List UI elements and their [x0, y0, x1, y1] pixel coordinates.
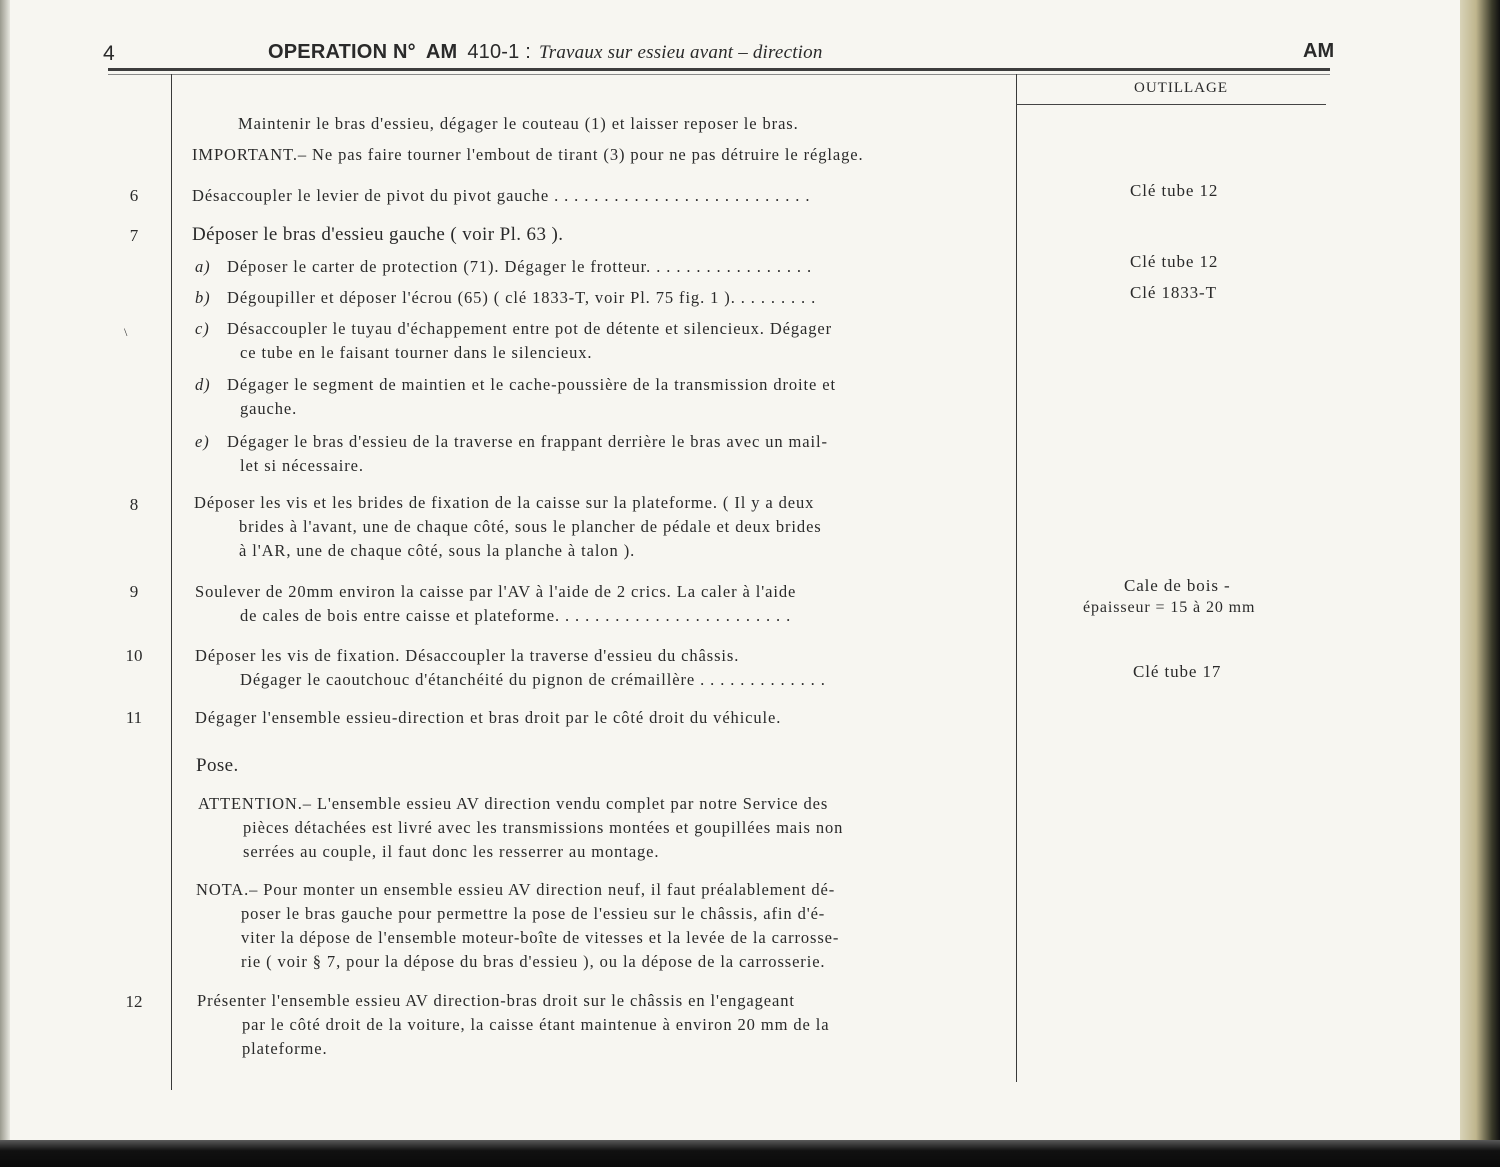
step-number: 10 [125, 646, 143, 665]
pose-heading: Pose. [196, 755, 239, 776]
attention-line-2: pièces détachées est livré avec les transmissions montées et goupillées mais non [243, 818, 844, 837]
sub-text-cont: ce tube en le faisant tourner dans le silencieux. [240, 343, 593, 362]
sub-text: Dégoupiller et déposer l'écrou (65) ( clé 1833-T, voir Pl. 75 fig. 1 ). . . . . . . . . [227, 288, 817, 307]
sub-text-cont: gauche. [240, 399, 298, 418]
step-8-line-3: à l'AR, une de chaque côté, sous la planche à talon ). [239, 541, 636, 560]
step-9-text [195, 580, 796, 628]
step-7d [195, 373, 836, 421]
step-12-text [197, 989, 829, 1061]
sub-label: b) [195, 288, 211, 307]
operation-number: 410-1 : [467, 41, 531, 63]
page-header [0, 38, 1460, 68]
page-gutter-shadow [0, 0, 10, 1140]
step-number: 6 [129, 186, 139, 205]
step-7a [195, 255, 812, 279]
margin-mark: \ [124, 325, 128, 339]
step-10-line-1: Déposer les vis de fixation. Désaccoupler la traverse d'essieu du châssis. [195, 646, 740, 665]
nota-line-1: NOTA.– Pour monter un ensemble essieu AV direction neuf, il faut préalablement dé- [196, 880, 836, 899]
sub-text: Déposer le carter de protection (71). Dégager le frotteur. . . . . . . . . . . . . . . . . [227, 257, 812, 276]
tools-heading: OUTILLAGE [1134, 80, 1228, 96]
step-12-line-2: par le côté droit de la voiture, la caisse étant maintenue à environ 20 mm de la [242, 1015, 830, 1034]
page-edge-right [1460, 0, 1500, 1167]
step-8-text [194, 491, 822, 563]
sub-text: Dégager le segment de maintien et le cache-poussière de la transmission droite et [227, 375, 836, 394]
step-10-line-2: Dégager le caoutchouc d'étanchéité du pignon de crémaillère . . . . . . . . . . . . . [240, 670, 826, 689]
step-11-text: Dégager l'ensemble essieu-direction et bras droit par le côté droit du véhicule. [195, 708, 782, 727]
intro-line-1: Maintenir le bras d'essieu, dégager le couteau (1) et laisser reposer le bras. [238, 114, 799, 133]
attention-note [198, 792, 843, 864]
step-number: 8 [129, 495, 139, 514]
nota-line-3: viter la dépose de l'ensemble moteur-boîte de vitesses et la levée de la carrosse- [241, 928, 840, 947]
step-7c [195, 317, 832, 365]
operation-label: OPERATION N° [268, 41, 416, 63]
nota-line-2: poser le bras gauche pour permettre la pose de l'essieu sur le châssis, afin d'é- [241, 904, 826, 923]
sub-text-cont: let si nécessaire. [240, 456, 364, 475]
sub-text: Désaccoupler le tuyau d'échappement entre pot de détente et silencieux. Dégager [227, 319, 833, 338]
header-rule-thin [108, 74, 1330, 75]
header-rule [108, 68, 1330, 71]
step-7-text: Déposer le bras d'essieu gauche ( voir Pl. 63 ). [192, 224, 564, 245]
step-10-tool: Clé tube 17 [1133, 662, 1222, 681]
intro-line-2: IMPORTANT.– Ne pas faire tourner l'embout de tirant (3) pour ne pas détruire le réglage. [192, 145, 864, 164]
attention-line-3: serrées au couple, il faut donc les resserrer au montage. [243, 842, 660, 861]
step-12-line-1: Présenter l'ensemble essieu AV direction-bras droit sur le châssis en l'engageant [197, 991, 795, 1010]
tools-column-rule [1016, 74, 1017, 1082]
attention-line-1: ATTENTION.– L'ensemble essieu AV direction vendu complet par notre Service des [198, 794, 829, 813]
step-10-text [195, 644, 826, 692]
sub-label: a) [195, 257, 211, 276]
page-bottom-edge [0, 1140, 1500, 1167]
step-6-text: Désaccoupler le levier de pivot du pivot gauche . . . . . . . . . . . . . . . . . . . . . . . . . . [192, 186, 811, 205]
step-8-line-2: brides à l'avant, une de chaque côté, sous le plancher de pédale et deux brides [239, 517, 822, 536]
step-9-tool-line-1: Cale de bois - [1124, 576, 1231, 595]
step-number: 11 [125, 708, 143, 727]
page-number: 4 [103, 42, 115, 65]
step-6-tool: Clé tube 12 [1130, 181, 1219, 200]
operation-subtitle: Travaux sur essieu avant – direction [539, 42, 823, 63]
sub-label: c) [195, 319, 210, 338]
step-number: 9 [129, 582, 139, 601]
sub-text: Dégager le bras d'essieu de la traverse en frappant derrière le bras avec un mail- [227, 432, 828, 451]
left-column-rule [171, 74, 172, 1090]
step-8-line-1: Déposer les vis et les brides de fixation de la caisse sur la plateforme. ( Il y a deux [194, 493, 815, 512]
step-number: 12 [125, 992, 143, 1011]
step-9-tool-line-2: épaisseur = 15 à 20 mm [1083, 599, 1256, 616]
step-number: 7 [129, 226, 139, 245]
step-7b [195, 286, 816, 310]
step-9-line-1: Soulever de 20mm environ la caisse par l'AV à l'aide de 2 crics. La caler à l'aide [195, 582, 797, 601]
nota-note [196, 878, 839, 974]
step-7e [195, 430, 828, 478]
step-9-line-2: de cales de bois entre caisse et plateforme. . . . . . . . . . . . . . . . . . . . . . . . [240, 606, 792, 625]
step-12-line-3: plateforme. [242, 1039, 328, 1058]
nota-line-4: rie ( voir § 7, pour la dépose du bras d'essieu ), ou la dépose de la carrosserie. [241, 952, 826, 971]
operation-title [268, 41, 823, 64]
step-7b-tool: Clé 1833-T [1130, 283, 1217, 302]
header-right-label: AM [1303, 40, 1335, 62]
tools-heading-rule [1016, 104, 1326, 105]
operation-prefix: AM [425, 41, 458, 63]
sub-label: e) [195, 432, 210, 451]
step-7a-tool: Clé tube 12 [1130, 252, 1219, 271]
sub-label: d) [195, 375, 211, 394]
